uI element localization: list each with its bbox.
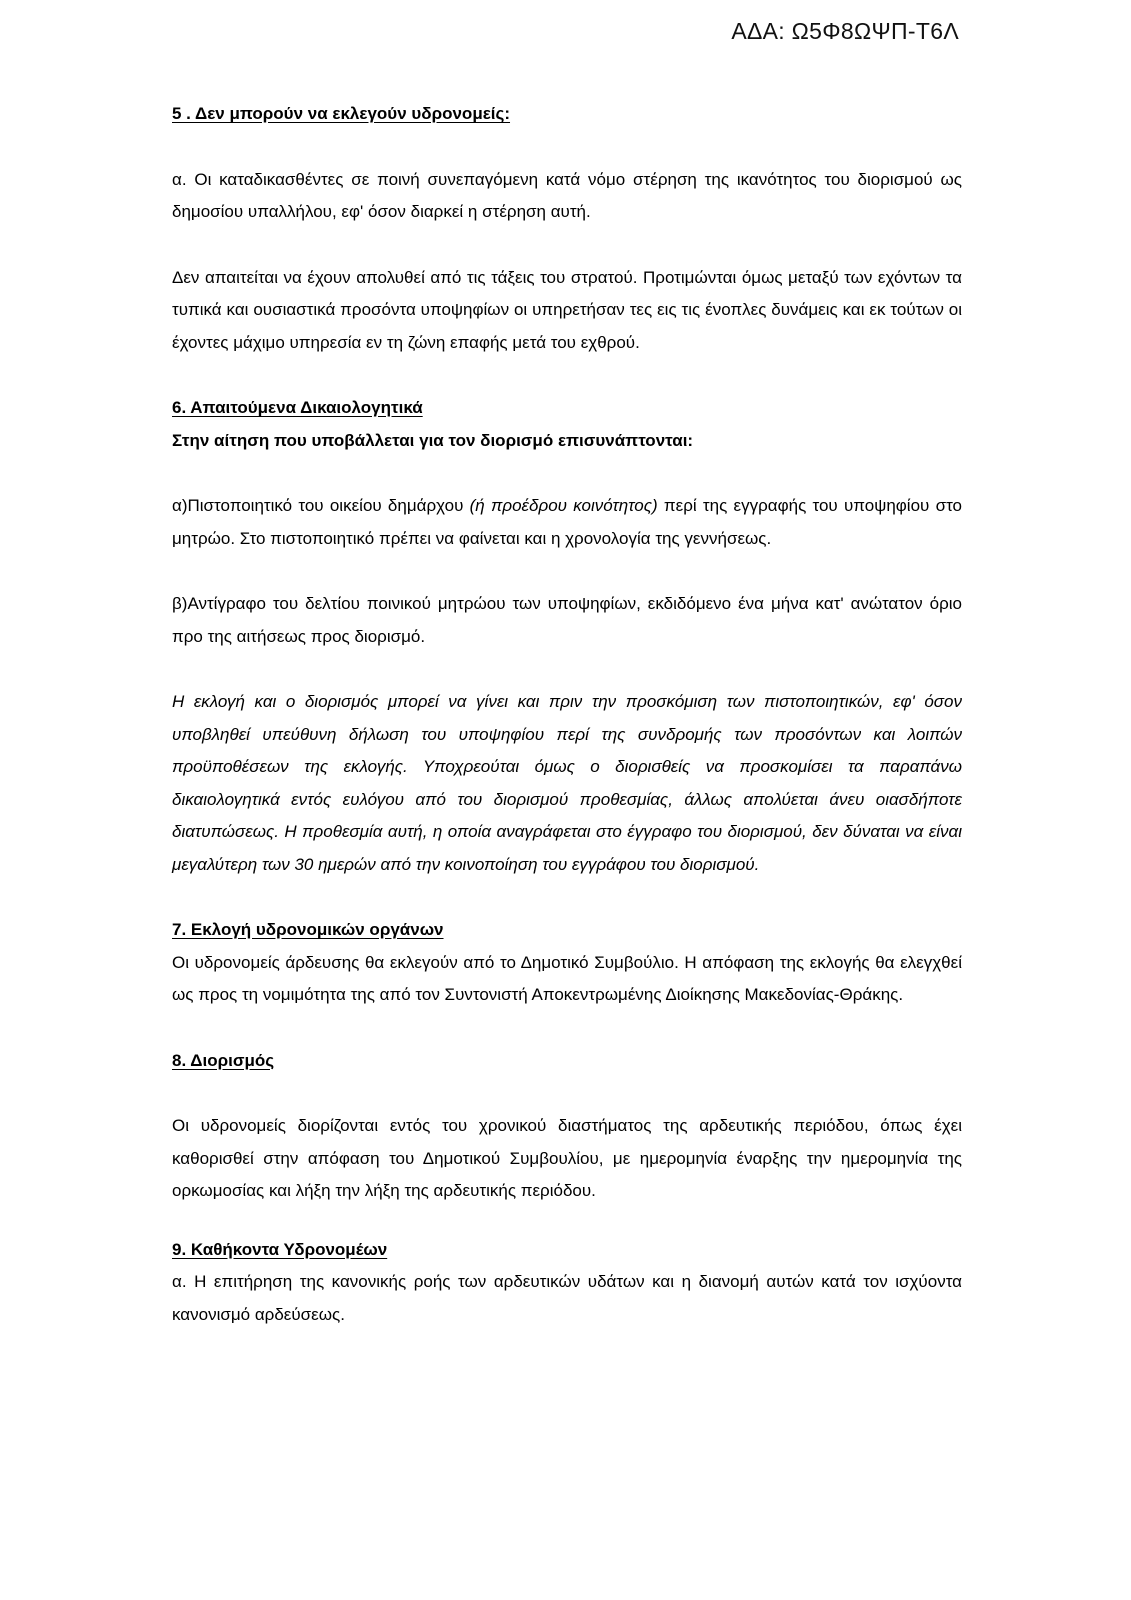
section-6-paragraph-1-end: περί της εγγραφής του υποψηφίου στο μητρώο. Στο πιστοποιητικό πρέπει να φαίνεται και η χρονολογία της γεννήσεως. — [172, 496, 963, 548]
section-6-subtitle: Στην αίτηση που υποβάλλεται για τον διορισμό επισυνάπτονται: — [172, 430, 694, 450]
section-7-paragraph-1: Οι υδρονομείς άρδευσης θα εκλεγούν από το Δημοτικό Συμβούλιο. Η απόφαση της εκλογής θα ελεγχθεί ως προς τη νομιμότητα της από τον Συντονιστή Αποκεντρωμένης Διοίκησης Μακεδονίας-Θράκης. — [172, 952, 962, 1004]
section-6-paragraph-2: β)Αντίγραφο του δελτίου ποινικού μητρώου των υποψηφίων, εκδιδόμενο ένα μήνα κατ' ανώτατον όριο προ της αιτήσεως προς διορισμό. — [172, 594, 962, 646]
section-9-title: 9. Καθήκοντα Υδρονομέων — [172, 1239, 388, 1259]
section-5-title: 5 . Δεν μπορούν να εκλεγούν υδρονομείς: — [172, 104, 511, 123]
section-6-paragraph-1-start: α)Πιστοποιητικό του οικείου δημάρχου — [172, 496, 470, 515]
document-body — [172, 98, 962, 1331]
section-7-title: 7. Εκλογή υδρονομικών οργάνων — [172, 920, 444, 939]
section-6-paragraph-1 — [172, 490, 962, 555]
section-8-title: 8. Διορισμός — [172, 1050, 275, 1070]
section-9-paragraph-1: α. Η επιτήρηση της κανονικής ροής των αρδευτικών υδάτων και η διανομή αυτών κατά τον ισχύοντα κανονισμό αρδεύσεως. — [172, 1272, 962, 1324]
section-6-paragraph-3: Η εκλογή και ο διορισμός μπορεί να γίνει και πριν την προσκόμιση των πιστοποιητικών, εφ' όσον υποβληθεί υπεύθυνη δήλωση του υποψηφίου περί της συνδρομής των προσόντων και λοιπών προϋποθέσεων της εκλογής. Υποχρεούται όμως ο διορισθείς να προσκομίσει τα παραπάνω δικαιολογητικά εντός ευλόγου από του διορισμού προθεσμίας, άλλως απολύεται άνευ οιασδήποτε διατυπώσεως. Η προθεσμία αυτή, η οποία αναγράφεται στο έγγραφο του διορισμού, δεν δύναται να είναι μεγαλύτερη των 30 ημερών από την κοινοποίηση του εγγράφου του διορισμού. — [172, 692, 962, 874]
section-6-paragraph-1-italic: (ή προέδρου κοινότητος) — [469, 496, 658, 515]
section-5-paragraph-2: Δεν απαιτείται να έχουν απολυθεί από τις τάξεις του στρατού. Προτιμώνται όμως μεταξύ των εχόντων τα τυπικά και ουσιαστικά προσόντα υποψηφίων οι υπηρετήσαν τες εις τις ένοπλες δυνάμεις και εκ τούτων οι έχοντες μάχιμο υπηρεσία εν τη ζώνη επαφής μετά του εχθρού. — [172, 267, 962, 352]
section-8-paragraph-1: Οι υδρονομείς διορίζονται εντός του χρονικού διαστήματος της αρδευτικής περιόδου, όπως έχει καθορισθεί στην απόφαση του Δημοτικού Συμβουλίου, με ημερομηνία έναρξης την ημερομηνία της ορκωμοσίας και λήξη την λήξη της αρδευτικής περιόδου. — [172, 1116, 962, 1200]
section-6-title: 6. Απαιτούμενα Δικαιολογητικά — [172, 398, 423, 417]
ada-code: ΑΔΑ: Ω5Φ8ΩΨΠ-Τ6Λ — [731, 18, 959, 44]
section-5-paragraph-1: α. Οι καταδικασθέντες σε ποινή συνεπαγόμενη κατά νόμο στέρηση της ικανότητος του διορισμού ως δημοσίου υπαλλήλου, εφ' όσον διαρκεί η στέρηση αυτή. — [172, 169, 962, 221]
